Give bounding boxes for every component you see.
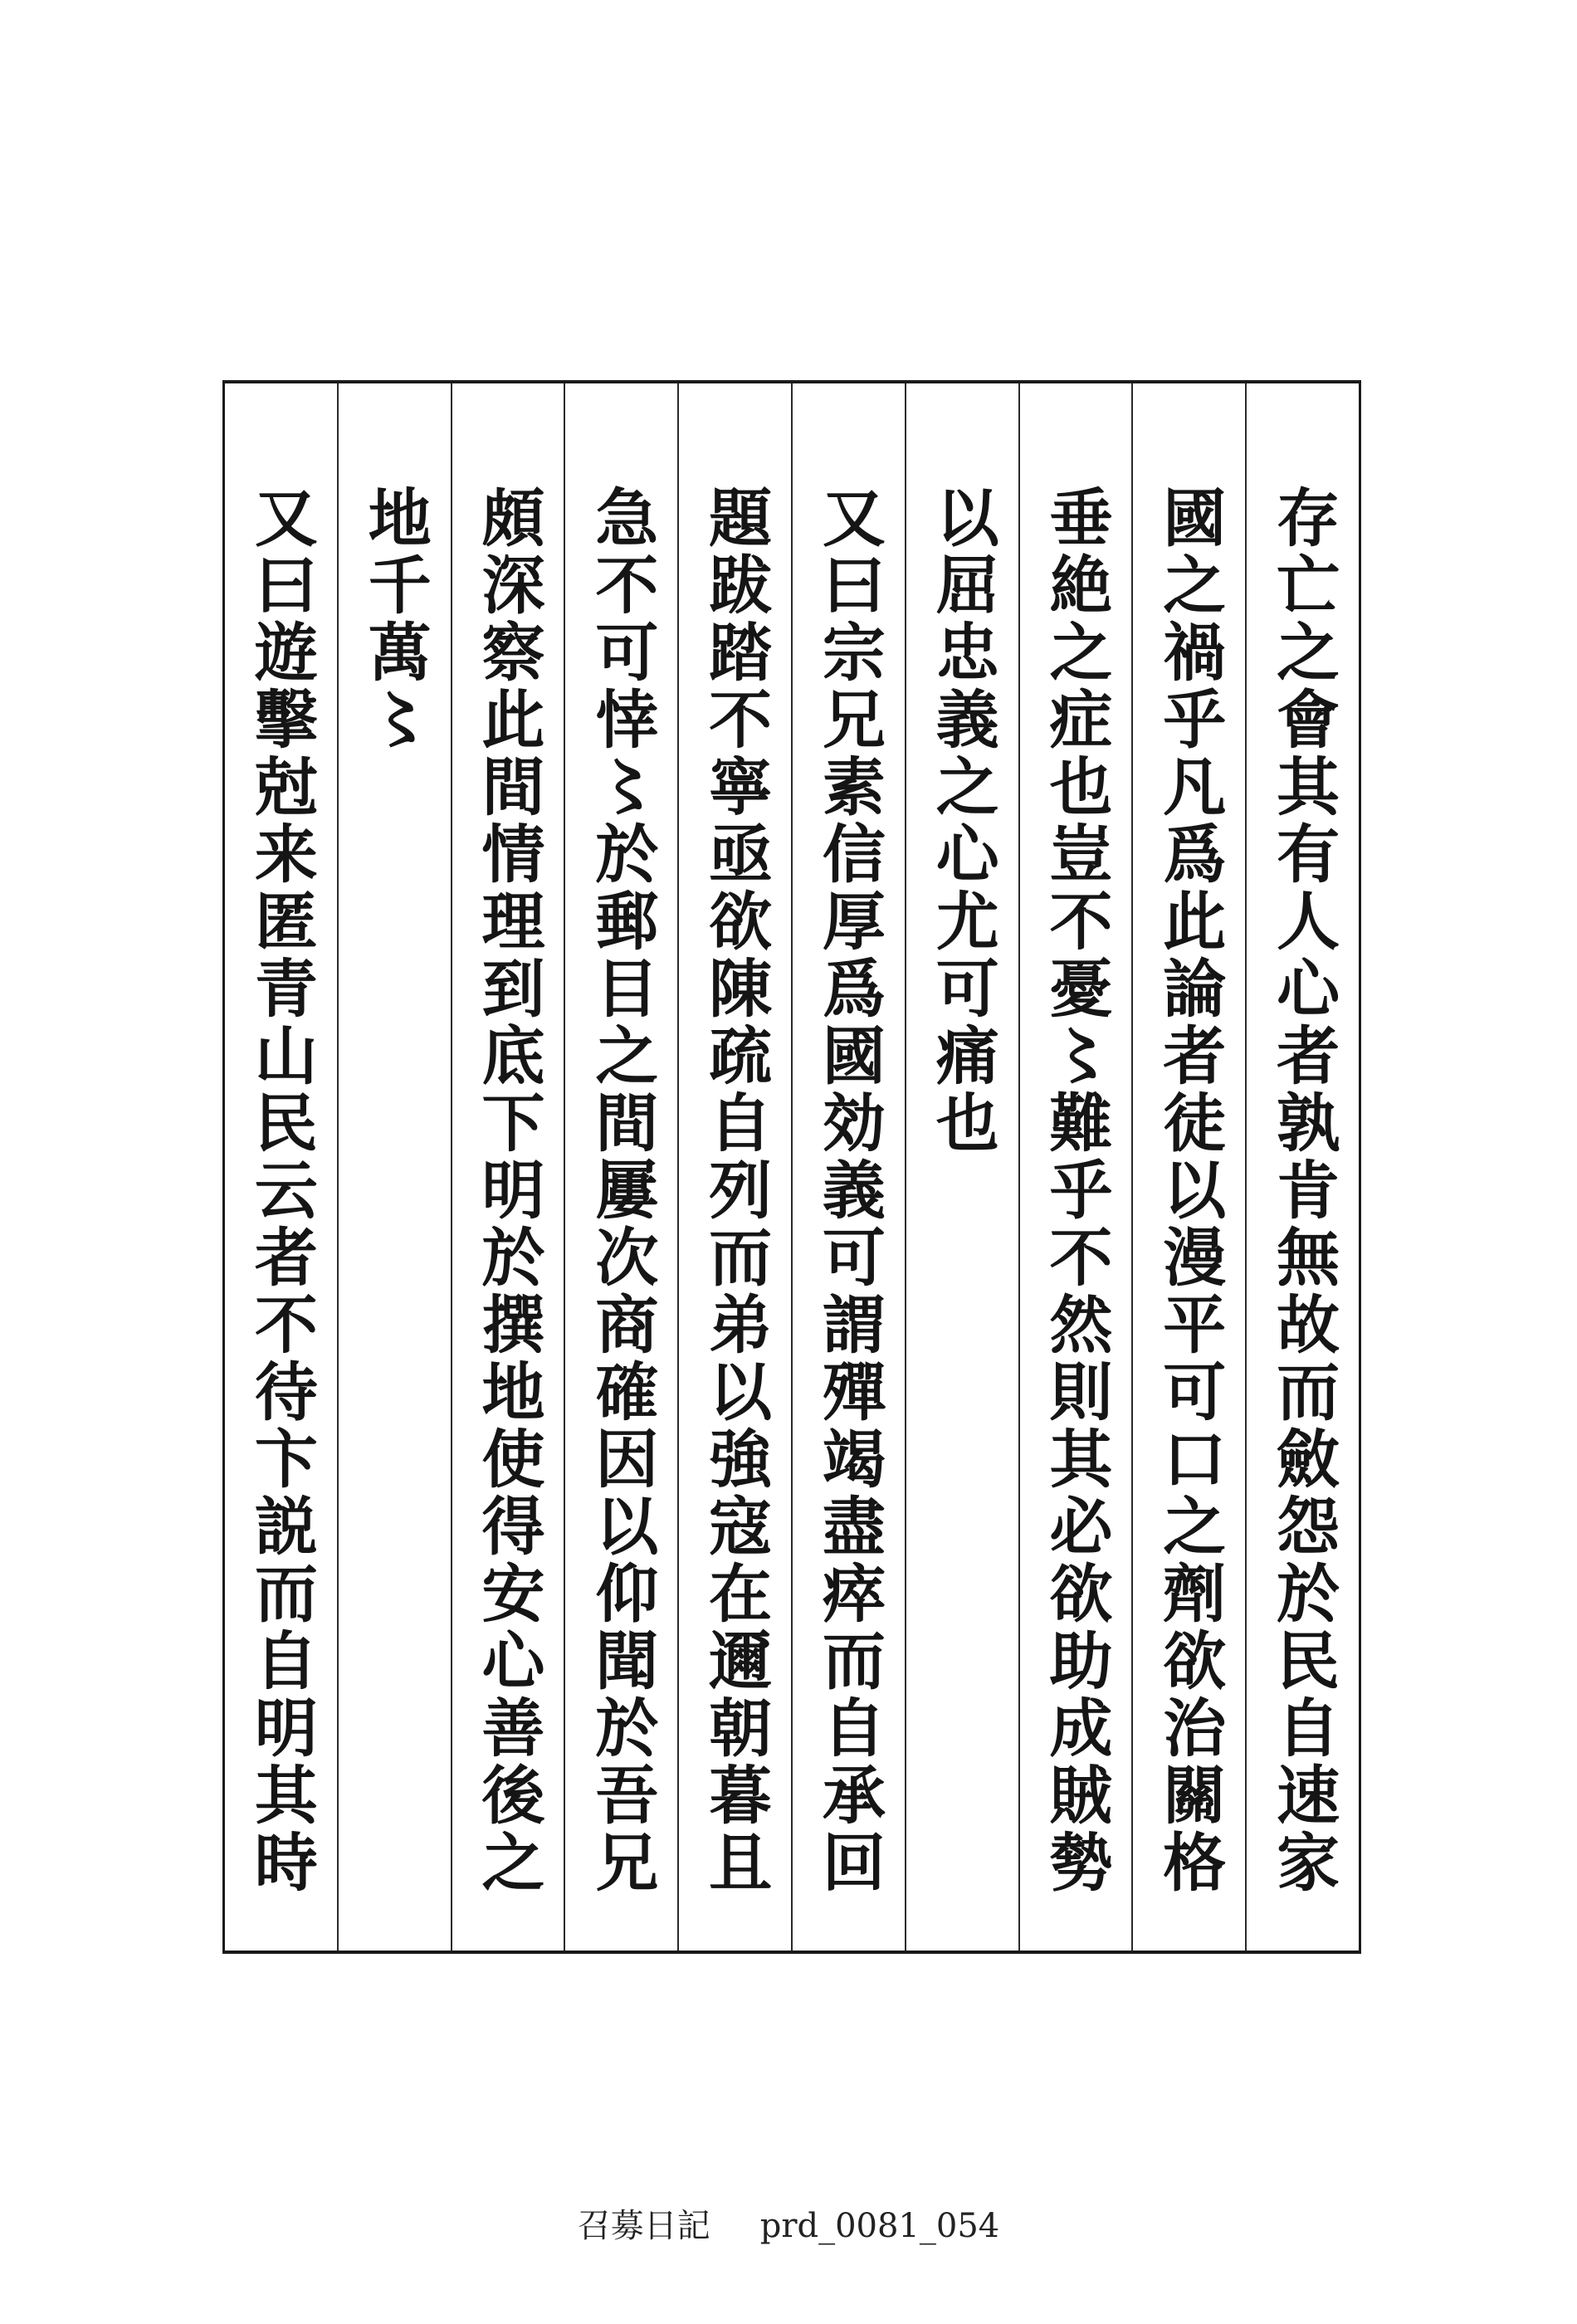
column-text-4: 以屈忠義之心尤可痛也 [925,485,1000,1157]
text-column-6 [677,383,791,1950]
column-text-7: 急不可悻〻於郵目之間屢次商確因以仰聞於吾兄 [584,485,659,1897]
text-column-8 [451,383,564,1950]
page-footer [0,2200,1577,2247]
column-text-10: 又曰遊擊尅来匿青山民云者不待卞説而自明其時 [244,485,319,1897]
column-text-6: 題跋踏不寧亟欲陳疏自列而弟以強寇在邇朝暮且 [698,485,773,1897]
text-column-2 [1131,383,1245,1950]
column-text-8: 頗深察此間情理到底下明於撰地使得安心善後之 [471,485,546,1897]
text-columns [225,383,1359,1950]
text-column-9 [337,383,451,1950]
text-column-4 [905,383,1018,1950]
footer-title: 召募日記 [577,2207,710,2245]
text-column-3 [1018,383,1132,1950]
column-text-2: 國之禍乎凡爲此論者徒以漫平可口之劑欲治關格 [1152,485,1227,1897]
text-column-1 [1245,383,1359,1950]
column-text-3: 垂絶之症也豈不憂〻難乎不然則其必欲助成賊勢 [1039,485,1113,1897]
column-text-5: 又曰宗兄素信厚爲國効義可謂殫竭盡瘁而自承回 [812,485,886,1897]
text-column-7 [564,383,677,1950]
text-column-5 [791,383,905,1950]
text-column-10 [225,383,337,1950]
text-frame [222,380,1361,1954]
column-text-1: 存亡之會其有人心者孰肯無故而斂怨於民自速家 [1266,485,1340,1897]
column-text-9: 地千萬〻 [358,485,432,754]
footer-code: prd_0081_054 [759,2207,1000,2245]
